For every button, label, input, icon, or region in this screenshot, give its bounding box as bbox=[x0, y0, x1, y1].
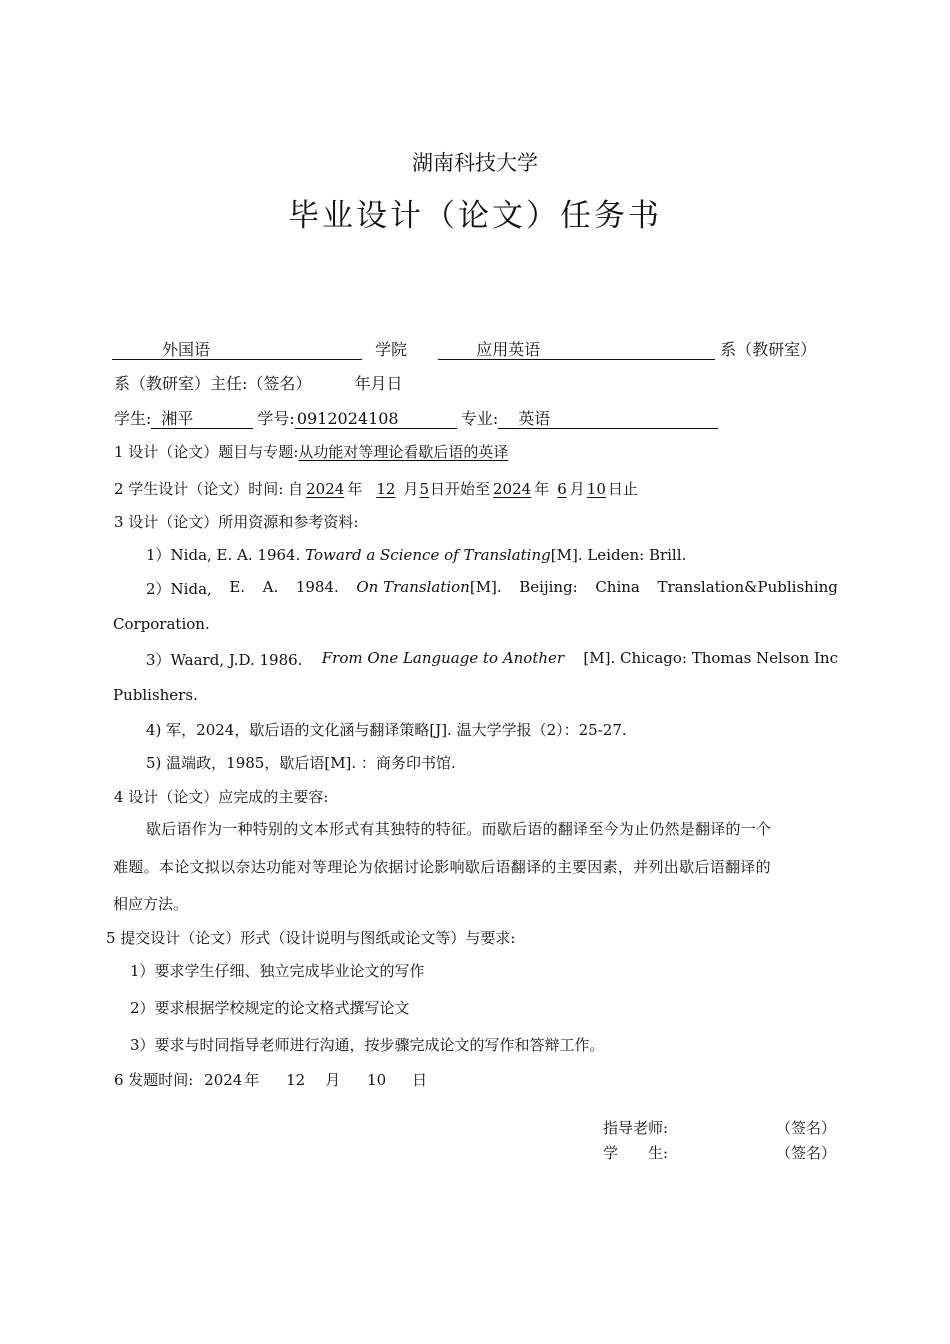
end-month-char: 月 bbox=[569, 480, 585, 498]
reference-5: 5) 温端政，1985，歇后语[M]. ：商务印书馆. bbox=[146, 754, 456, 772]
reference-4: 4) 军，2024，歇后语的文化涵与翻译策略[J]. 温大学学报（2）：25-27. bbox=[146, 721, 627, 739]
college-label: 学院 bbox=[375, 340, 408, 359]
dept-label: 系（教研室） bbox=[720, 340, 817, 359]
ref1-post: [M]. Leiden: Brill. bbox=[550, 546, 687, 564]
end-day: 10 bbox=[586, 480, 606, 498]
start-mid: 日开始至 bbox=[430, 480, 491, 498]
advisor-signature-label: 指导老师: bbox=[603, 1119, 669, 1137]
issue-month-char: 月 bbox=[325, 1071, 341, 1089]
section-3-label: 3 设计（论文）所用资源和参考资料: bbox=[114, 513, 359, 531]
requirement-3: 3）要求与时同指导老师进行沟通，按步骤完成论文的写作和答辩工作。 bbox=[130, 1036, 605, 1054]
topic-value: 从功能对等理论看歇后语的英译 bbox=[298, 443, 509, 461]
section-6-issue-date bbox=[114, 1069, 427, 1090]
reference-2-cont: Corporation. bbox=[113, 615, 210, 633]
section-4-label: 4 设计（论文）应完成的主要容: bbox=[114, 788, 329, 806]
issue-month: 12 bbox=[286, 1071, 306, 1089]
section-5-label: 5 提交设计（论文）形式（设计说明与图纸或论文等）与要求: bbox=[106, 929, 516, 947]
major-field: 英语 bbox=[498, 410, 718, 429]
student-id-field: 0912024108 bbox=[295, 410, 457, 429]
college-dept-line bbox=[112, 337, 816, 360]
section-2-time bbox=[114, 478, 638, 499]
end-month: 6 bbox=[557, 480, 567, 498]
content-line-1: 歇后语作为一种特别的文本形式有其独特的特征。而歇后语的翻译至今为止仍然是翻译的一个 bbox=[146, 820, 772, 838]
requirement-1: 1）要求学生仔细、独立完成毕业论文的写作 bbox=[130, 962, 425, 980]
start-day: 5 bbox=[419, 480, 429, 498]
topic-label: 1 设计（论文）题目与专题: bbox=[114, 443, 299, 461]
content-line-3: 相应方法。 bbox=[113, 895, 189, 913]
reference-2 bbox=[146, 578, 838, 599]
content-line-2: 难题。本论文拟以奈达功能对等理论为依据讨论影响歇后语翻译的主要因素，并列出歇后语翻译的 bbox=[113, 858, 771, 876]
advisor-signature-field: （签名） bbox=[776, 1119, 837, 1137]
director-date: 年月日 bbox=[354, 374, 403, 393]
requirement-2: 2）要求根据学校规定的论文格式撰写论文 bbox=[130, 999, 410, 1017]
ref2-num: 2）Nida, bbox=[146, 580, 212, 598]
ref2-w3: A. bbox=[262, 578, 279, 596]
director-line bbox=[114, 371, 403, 394]
major-label: 专业: bbox=[460, 409, 499, 428]
student-signature-label: 学 生: bbox=[603, 1144, 669, 1162]
time-prefix: 2 学生设计（论文）时间: 自 bbox=[114, 480, 304, 498]
dept-field: 应用英语 bbox=[438, 341, 715, 360]
start-month-char: 月 bbox=[403, 480, 419, 498]
ref1-pre: 1）Nida, E. A. 1964. bbox=[146, 546, 301, 564]
issue-year: 2024 bbox=[204, 1071, 243, 1089]
student-info-line bbox=[114, 406, 718, 429]
ref3-post: [M]. Chicago: Thomas Nelson Inc bbox=[583, 649, 838, 667]
ref3-title: From One Language to Another bbox=[321, 649, 565, 667]
document-title: 毕业设计（论文）任务书 bbox=[288, 198, 662, 234]
section-1-topic bbox=[114, 441, 508, 462]
ref2-w9: Translation&Publishing bbox=[657, 578, 838, 596]
student-name-field: 湘平 bbox=[151, 410, 253, 429]
end-suffix: 日止 bbox=[607, 480, 638, 498]
university-name: 湖南科技大学 bbox=[412, 151, 538, 175]
issue-day-char: 日 bbox=[412, 1071, 428, 1089]
start-year-char: 年 bbox=[347, 480, 363, 498]
reference-3 bbox=[146, 649, 838, 670]
issue-day: 10 bbox=[367, 1071, 387, 1089]
student-signature-field: （签名） bbox=[776, 1144, 837, 1162]
end-year-char: 年 bbox=[534, 480, 550, 498]
ref3-pre: 3）Waard, J.D. 1986. bbox=[146, 651, 303, 669]
ref2-w4: 1984. bbox=[295, 578, 339, 596]
college-field: 外国语 bbox=[112, 341, 362, 360]
start-month: 12 bbox=[376, 480, 396, 498]
ref2-w7: Beijing: bbox=[519, 578, 578, 596]
issue-label: 6 发题时间: bbox=[114, 1071, 194, 1089]
end-year: 2024 bbox=[493, 480, 532, 498]
ref1-title: Toward a Science of Translating bbox=[305, 546, 551, 564]
ref2-w6: [M]. bbox=[469, 578, 502, 596]
ref2-w2: E. bbox=[229, 578, 246, 596]
reference-1 bbox=[146, 544, 686, 565]
issue-year-char: 年 bbox=[244, 1071, 260, 1089]
reference-3-cont: Publishers. bbox=[113, 686, 198, 704]
director-label: 系（教研室）主任:（签名） bbox=[114, 374, 312, 393]
ref2-w8: China bbox=[595, 578, 640, 596]
student-id-label: 学号: bbox=[257, 409, 295, 428]
start-year: 2024 bbox=[306, 480, 345, 498]
student-label: 学生: bbox=[114, 409, 152, 428]
ref2-title: On Translation bbox=[356, 578, 470, 596]
